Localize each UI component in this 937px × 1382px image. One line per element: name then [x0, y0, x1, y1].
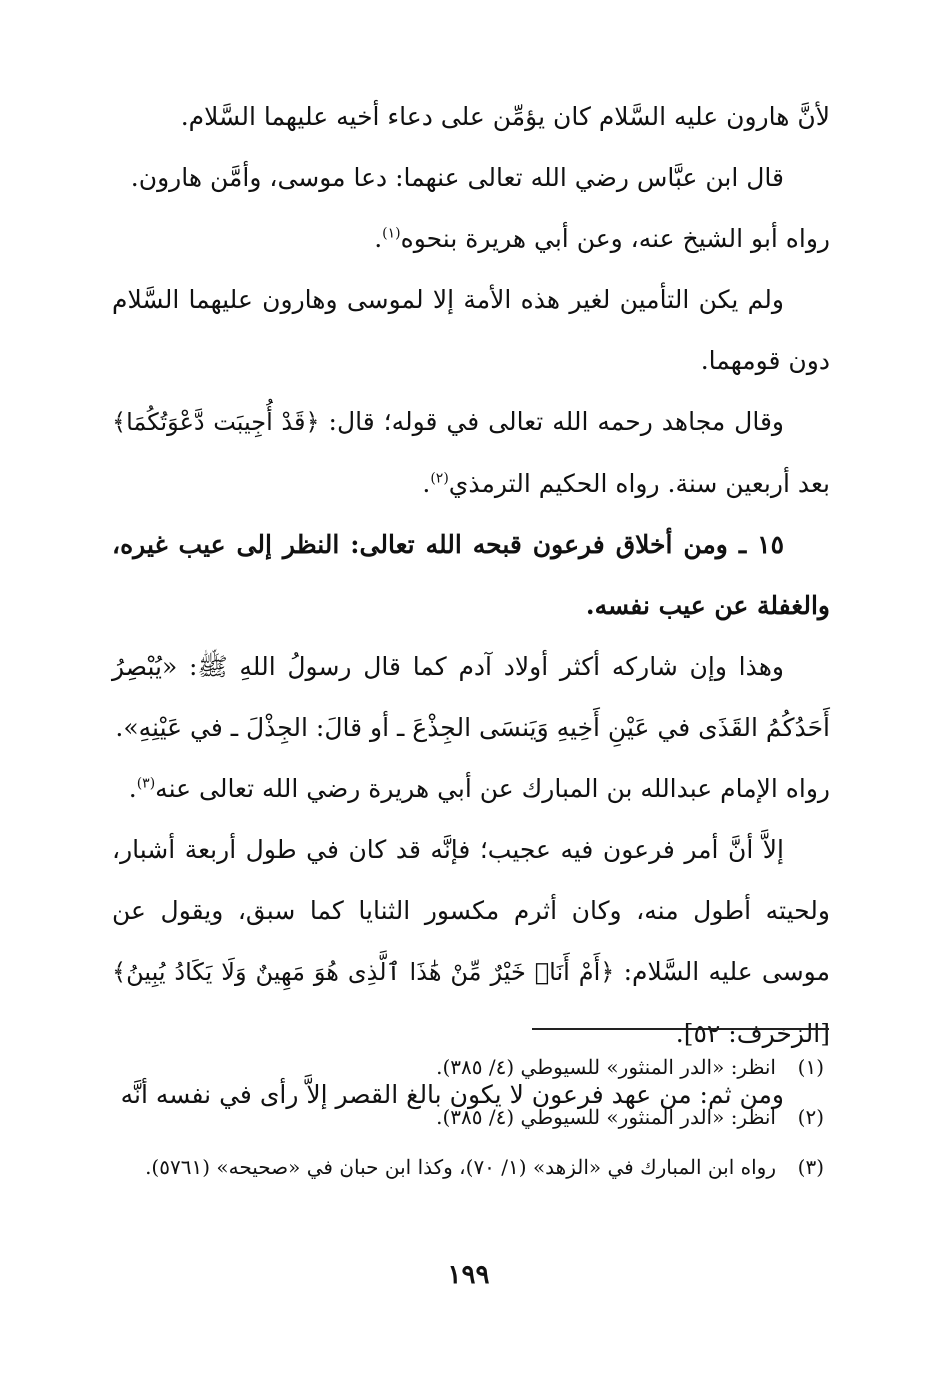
paragraph-6-end: .: [115, 713, 124, 742]
footnote-1: [112, 1042, 830, 1092]
quran-citation: [الزخرف: ٥٢]: [683, 1019, 830, 1048]
footnote-2: [112, 1092, 830, 1142]
paragraph-2: [112, 147, 830, 208]
paragraph-6-start: وهذا وإن شاركه أكثر أولاد آدم كما قال رسولُ اللهِ ﷺ:: [177, 652, 784, 681]
footnote-number: (١): [797, 1055, 824, 1079]
footnote-number: (٢): [797, 1105, 824, 1129]
footnote-ref-2[interactable]: (٢): [430, 470, 449, 487]
quran-verse-1: ﴿قَدْ أُجِيبَت دَّعْوَتُكُمَا﴾: [112, 408, 320, 436]
main-text: [112, 86, 830, 1125]
section-heading-text: ١٥ ـ ومن أخلاق فرعون قبحه الله تعالى: النظر إلى عيب غيره، والغفلة عن عيب نفسه.: [112, 530, 830, 620]
paragraph-3-end: .: [374, 224, 383, 253]
paragraph-7-end: .: [128, 774, 137, 803]
footnote-ref-1[interactable]: (١): [382, 225, 401, 242]
footnote-3: [112, 1142, 830, 1192]
footnote-number: (٣): [797, 1155, 824, 1179]
paragraph-5-mid: بعد أربعين سنة. رواه الحكيم الترمذي: [448, 469, 830, 498]
paragraph-5-start: وقال مجاهد رحمه الله تعالى في قوله؛ قال:: [319, 407, 784, 436]
footnote-text: انظر: «الدر المنثور» للسيوطي (٤/ ٣٨٥).: [436, 1055, 776, 1079]
quran-verse-2: ﴿أَمْ أَنَا۠ خَيْرٌ مِّنْ هَٰذَا ٱلَّذِى هُوَ مَهِينٌ وَلَا يَكَادُ يُبِينُ﴾: [112, 958, 615, 986]
paragraph-7: [112, 758, 830, 819]
footnote-divider: [532, 1028, 829, 1030]
paragraph-8-end: .: [675, 1019, 684, 1048]
footnote-text: انظر: «الدر المنثور» للسيوطي (٤/ ٣٨٥).: [436, 1105, 776, 1129]
paragraph-6: [112, 636, 830, 758]
paragraph-5-end: .: [422, 469, 431, 498]
paragraph-8-start: إلاَّ أنَّ أمر فرعون فيه عجيب؛ فإنَّه قد كان في طول أربعة أشبار، ولحيته أطول منه، وكان أثرم مكسور الثنايا كما سبق، ويقول عن موسى عليه السَّلام:: [112, 835, 830, 986]
paragraph-4: [112, 269, 830, 391]
paragraph-2-text: قال ابن عبَّاس رضي الله تعالى عنهما: دعا موسى، وأمَّن هارون.: [130, 163, 784, 192]
paragraph-3: [112, 208, 830, 269]
footnote-ref-3[interactable]: (٣): [136, 775, 156, 792]
hadith-quote: «يُبْصِرُ أَحَدُكُمُ القَذَى في عَيْنِ أَخِيهِ وَيَنسَى الجِذْعَ ـ أو قالَ: الجِذْلَ ـ في عَيْنِهِ»: [112, 652, 830, 742]
paragraph-3-text: رواه أبو الشيخ عنه، وعن أبي هريرة بنحوه: [400, 224, 830, 253]
paragraph-7-text: رواه الإمام عبدالله بن المبارك عن أبي هريرة رضي الله تعالى عنه: [155, 774, 830, 803]
footnotes: [112, 1042, 830, 1192]
paragraph-1-text: لأنَّ هارون عليه السَّلام كان يؤمِّن على دعاء أخيه عليهما السَّلام.: [180, 102, 830, 131]
paragraph-1: [112, 86, 830, 147]
paragraph-4-text: ولم يكن التأمين لغير هذه الأمة إلا لموسى وهارون عليهما السَّلام دون قومهما.: [112, 285, 830, 375]
section-heading-15: [112, 514, 830, 636]
paragraph-9-text: ومن ثم: من عهد فرعون لا يكون بالغ القصر إلاَّ رأى في نفسه أنَّه: [120, 1080, 784, 1109]
page-number: ١٩٩: [447, 1260, 490, 1290]
footnote-text: رواه ابن المبارك في «الزهد» (١/ ٧٠)، وكذا ابن حبان في «صحيحه» (٥٧٦١).: [145, 1155, 776, 1179]
paragraph-5: [112, 391, 830, 514]
